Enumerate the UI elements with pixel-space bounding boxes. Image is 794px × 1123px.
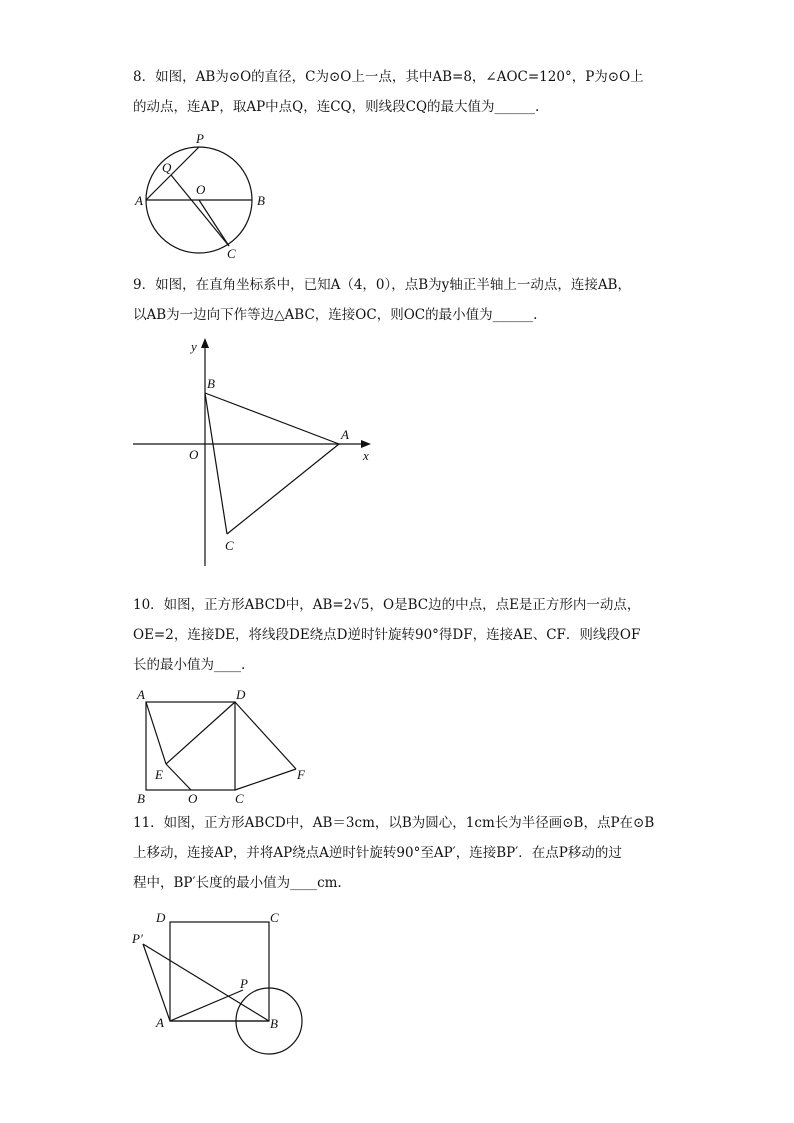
label-b: B <box>207 376 215 391</box>
segment-bp-prime <box>143 944 269 1021</box>
question-10-line-1: 10．如图，正方形ABCD中，AB=2√5，O是BC边的中点，点E是正方形内一动点， <box>133 597 641 613</box>
label-q: Q <box>162 160 172 175</box>
segment-de <box>166 702 235 764</box>
label-p: P <box>196 131 204 146</box>
question-11-line-3: 程中，BP′长度的最小值为____cm. <box>133 875 342 891</box>
segment-eo <box>166 764 191 790</box>
segment-ab <box>205 393 339 444</box>
label-d: D <box>236 687 246 702</box>
question-8 <box>133 62 673 122</box>
segment-cf <box>235 769 296 790</box>
label-b: B <box>137 791 145 806</box>
question-9 <box>133 270 673 330</box>
figure-11-square-circle <box>130 906 330 1066</box>
question-8-line-2: 的动点，连AP，取AP中点Q，连CQ，则线段CQ的最大值为______. <box>133 99 540 115</box>
label-y: y <box>191 339 197 354</box>
question-11 <box>133 808 673 898</box>
label-f: F <box>297 767 305 782</box>
label-a: A <box>137 687 145 702</box>
x-axis-arrow <box>361 440 371 448</box>
label-o: O <box>196 182 206 197</box>
question-11-line-1: 11．如图，正方形ABCD中，AB＝3cm，以B为圆心，1cm长为半径画⊙B，点P在⊙B <box>133 815 655 831</box>
question-11-line-2: 上移动，连接AP，并将AP绕点A逆时针旋转90°至AP′，连接BP′．在点P移动的过 <box>133 845 622 861</box>
question-9-line-1: 9．如图，在直角坐标系中，已知A（4，0），点B为y轴正半轴上一动点，连接AB， <box>133 277 631 293</box>
label-c: C <box>270 910 279 925</box>
label-a: A <box>135 193 143 208</box>
segment-oc <box>199 200 229 246</box>
label-p-prime: P′ <box>132 931 143 946</box>
segment-ae <box>146 702 166 764</box>
label-o: O <box>189 447 199 462</box>
label-a: A <box>156 1015 164 1030</box>
label-x: x <box>363 448 369 463</box>
segment-ac <box>227 444 339 534</box>
label-b: B <box>270 1016 278 1031</box>
label-p: P <box>240 976 248 991</box>
segment-ap <box>170 990 243 1021</box>
label-b: B <box>257 193 265 208</box>
y-axis-arrow <box>201 338 209 348</box>
question-10-line-2: OE=2，连接DE，将线段DE绕点D逆时针旋转90°得DF，连接AE、CF．则线段OF <box>133 627 641 643</box>
question-8-line-1: 8．如图，AB为⊙O的直径，C为⊙O上一点，其中AB=8，∠AOC=120°，P为⊙O上 <box>133 69 644 85</box>
question-10-line-3: 长的最小值为____. <box>133 657 246 673</box>
label-c: C <box>225 538 234 553</box>
question-10 <box>133 590 673 680</box>
segment-ap-prime <box>143 944 170 1021</box>
label-o: O <box>188 791 198 806</box>
label-a: A <box>341 427 349 442</box>
figure-9-coordinate <box>133 336 383 576</box>
square-abcd <box>170 922 269 1021</box>
question-9-line-2: 以AB为一边向下作等边△ABC，连接OC，则OC的最小值为______. <box>133 307 538 323</box>
label-c: C <box>235 791 244 806</box>
label-e: E <box>155 767 163 782</box>
segment-ap <box>146 147 199 200</box>
segment-bc <box>205 393 227 534</box>
figure-10-square <box>133 686 333 811</box>
label-d: D <box>156 910 166 925</box>
figure-8-circle <box>133 128 273 268</box>
label-c: C <box>227 246 236 261</box>
segment-df <box>235 702 296 769</box>
